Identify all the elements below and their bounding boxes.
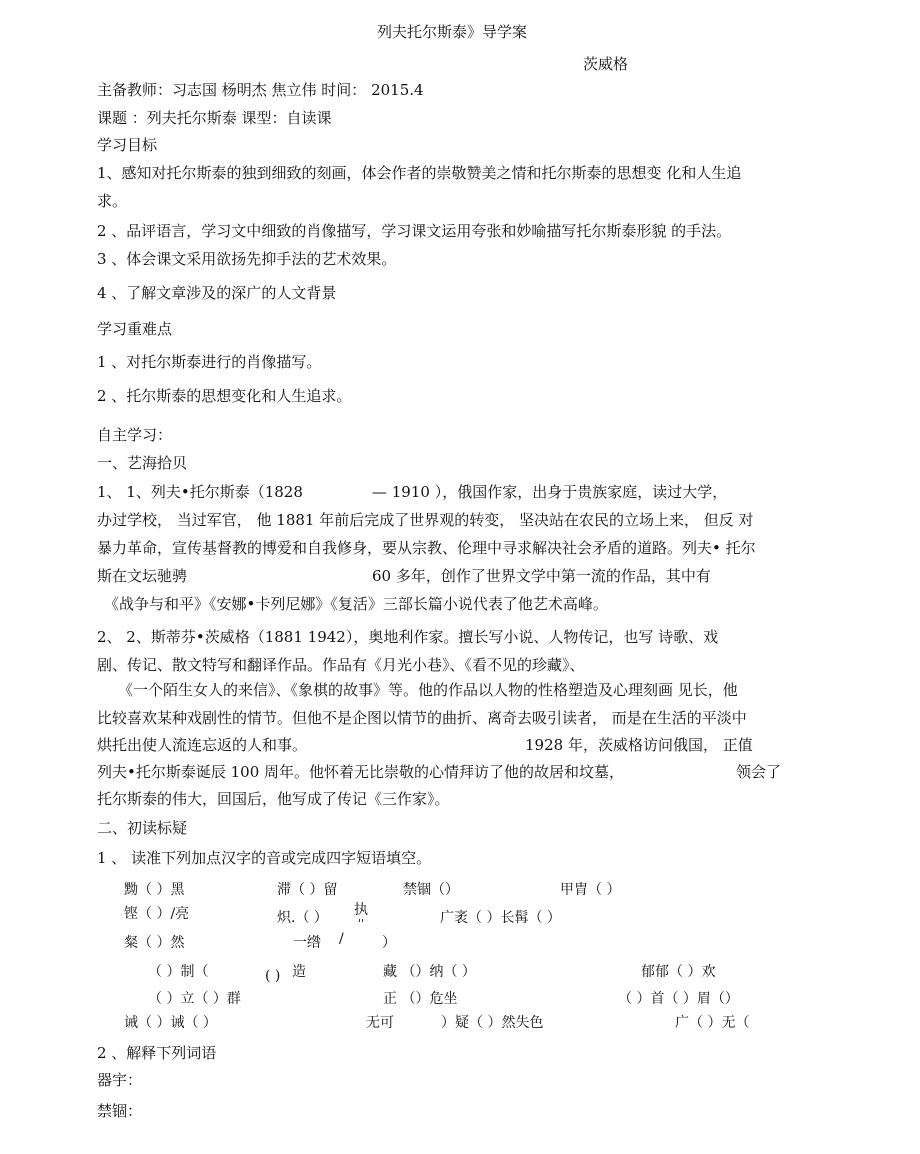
para-2-line2: 剧、传记、散文特写和翻译作品。作品有《月光小巷》、《看不见的珍藏》、: [97, 656, 585, 674]
fill-row4-a: （ ）制（: [148, 964, 209, 980]
term-jingu: 禁锢：: [97, 1102, 143, 1120]
goals-heading: 学习目标: [97, 136, 158, 154]
goal-3: 3 、体会课文采用欲扬先抑手法的艺术效果。: [97, 250, 397, 268]
fill-row6-a: 诫（ ）诫（ ）: [124, 1015, 217, 1031]
fill-row5-a: （ ）立（ ）群: [148, 991, 241, 1007]
term-qiyu: 器宇：: [97, 1071, 143, 1089]
fill-row1-d: 甲胄（ ）: [560, 882, 621, 898]
fill-row2-a: 铿（ ）/亮: [124, 906, 190, 922]
para-2-line6b: 领会了: [736, 763, 782, 781]
fill-row2-d: '': [358, 917, 365, 930]
fill-row1-b: 滞（ ）留: [277, 882, 338, 898]
keypoint-2: 2 、托尔斯泰的思想变化和人生追求。: [97, 387, 352, 405]
teachers-line: 主备教师：习志国 杨明杰 焦立伟 时间： 2015.4: [97, 81, 424, 99]
para-2-line1: 2、 2、斯蒂芬•茨威格（1881 1942），奥地利作家。擅长写小说、人物传记，也写 诗歌、戏: [97, 628, 719, 646]
goal-1-line2: 求。: [97, 192, 128, 210]
lesson-line: 课题 ：列夫托尔斯泰 课型：自读课: [97, 109, 332, 127]
fill-row1-c: 禁锢（）: [403, 882, 459, 898]
fill-row2-c: 执: [354, 902, 368, 918]
fill-row3-b: 一绺: [293, 935, 321, 951]
fill-row3-d: ）: [382, 935, 396, 951]
para-1-line4a: 斯在文坛驰骋: [97, 567, 188, 585]
para-2-line4: 比较喜欢某种戏剧性的情节。但他不是企图以情节的曲折、离奇去吸引读者， 而是在生活的平淡中: [97, 709, 747, 727]
page-title: 列夫托尔斯泰》导学案: [377, 23, 528, 41]
fill-row2-b: 炽.（ ）: [277, 910, 328, 926]
para-2-line5a: 烘托出使人流连忘返的人和事。: [97, 736, 308, 754]
fill-row4-c: 造: [292, 964, 306, 980]
para-2-line7: 托尔斯泰的伟大，回国后，他写成了传记《三作家》。: [97, 790, 450, 808]
goal-4: 4 、了解文章涉及的深广的人文背景: [97, 284, 337, 302]
fill-row3-c: /: [339, 931, 344, 947]
para-1-line1a: 1、 1、列夫•托尔斯泰（1828: [97, 483, 303, 501]
fill-row3-a: 粲（ ）然: [124, 935, 185, 951]
fill-row4-e: 郁郁（ ）欢: [641, 964, 716, 980]
fill-row6-d: 广（ ）无（: [675, 1015, 750, 1031]
fill-row4-d: 藏 （）纳（ ）: [383, 964, 476, 980]
question-1: 1 、 读准下列加点汉字的音或完成四字短语填空。: [97, 849, 432, 867]
fill-row5-b: 正 （）危坐: [383, 991, 458, 1007]
fill-row6-c: ）疑（ ）然失色: [441, 1015, 544, 1031]
section-1-heading: 一、艺海拾贝: [97, 454, 188, 472]
para-1-line4b: 60 多年，创作了世界文学中第一流的作品，其中有: [372, 567, 711, 585]
selfstudy-heading: 自主学习：: [97, 426, 173, 444]
fill-row6-b: 无可: [366, 1015, 394, 1031]
fill-row1-a: 黝（ ）黑: [124, 882, 185, 898]
question-2: 2 、解释下列词语: [97, 1044, 217, 1062]
para-2-line5b: 1928 年，茨威格访问俄国， 正值: [525, 736, 753, 754]
para-2-line6a: 列夫•托尔斯泰诞辰 100 周年。他怀着无比崇敬的心情拜访了他的故居和坟墓，: [97, 763, 625, 781]
para-1-line2: 办过学校， 当过军官， 他 1881 年前后完成了世界观的转变， 坚决站在农民的立场上来， 但反 对: [97, 511, 754, 529]
fill-row4-b: ( ): [265, 968, 281, 984]
author-name: 茨威格: [583, 55, 629, 73]
keypoint-1: 1 、对托尔斯泰进行的肖像描写。: [97, 353, 322, 371]
fill-row2-e: 广袤（ ）长髯（ ）: [440, 910, 561, 926]
para-2-line3: 《一个陌生女人的来信》、《象棋的故事》等。他的作品以人物的性格塑造及心理刻画 见长，他: [118, 681, 738, 699]
goal-1-line1: 1、感知对托尔斯泰的独到细致的刻画，体会作者的崇敬赞美之情和托尔斯泰的思想变 化和人生追: [97, 164, 742, 182]
fill-row5-c: （ ）首（ ）眉（）: [618, 991, 739, 1007]
keypoints-heading: 学习重难点: [97, 320, 173, 338]
para-1-line5: 《战争与和平》《安娜•卡列尼娜》《复活》三部长篇小说代表了他艺术高峰。: [104, 595, 608, 613]
para-1-line1b: — 1910 ），俄国作家，出身于贵族家庭，读过大学，: [372, 483, 728, 501]
para-1-line3: 暴力革命，宣传基督教的博爱和自我修身，要从宗教、伦理中寻求解决社会矛盾的道路。列夫• 托尔: [97, 539, 756, 557]
goal-2: 2 、品评语言，学习文中细致的肖像描写，学习课文运用夸张和妙喻描写托尔斯泰形貌 的手法。: [97, 222, 732, 240]
section-2-heading: 二、初读标疑: [97, 819, 188, 837]
